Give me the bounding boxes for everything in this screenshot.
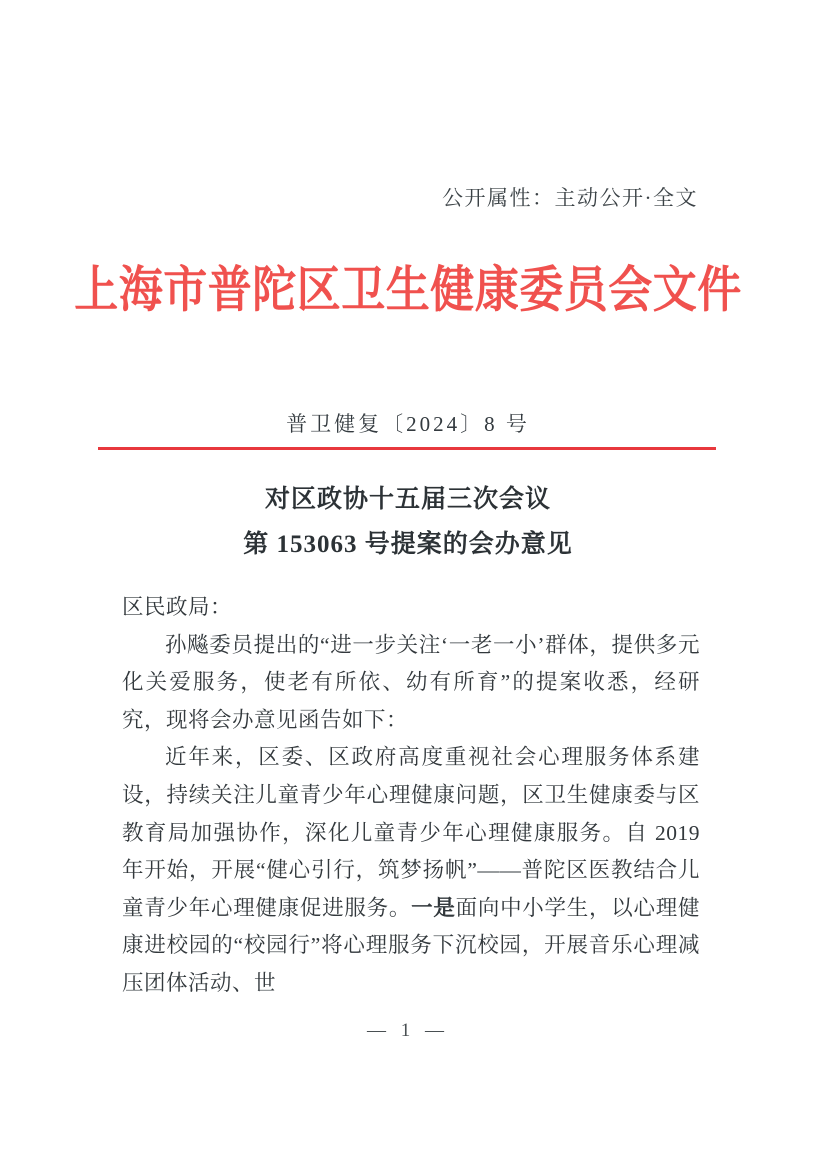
paragraph-2-text-a: 近年来，区委、区政府高度重视社会心理服务体系建设，持续关注儿童青少年心理健康问题，区卫生健康委与区教育局加强协作，深化儿童青少年心理健康服务。自 2019 年开始，开展“健心引行，筑梦扬帆”——普陀区医教结合儿童青少年心理健康促进服务。 (122, 745, 700, 920)
paragraph-2-text-b: 面向中小学生，以心理健康进校园的“校园行”将心理服务下沉校园，开展音乐心理减压团体活动、世 (122, 895, 700, 995)
red-divider-line (98, 447, 716, 450)
publicity-attribute-line: 公开属性：主动公开·全文 (442, 186, 698, 210)
paragraph-1-text: 孙飚委员提出的“进一步关注‘一老一小’群体，提供多元化关爱服务，使老有所依、幼有所育”的提案收悉，经研究，现将会办意见函告如下： (122, 632, 700, 732)
agency-red-header-title: 上海市普陀区卫生健康委员会文件 (74, 262, 742, 318)
document-title (0, 477, 816, 567)
document-title-line2: 第 153063 号提案的会办意见 (243, 531, 573, 558)
page-number: — 1 — (367, 1020, 449, 1041)
document-body (122, 589, 700, 1003)
paragraph-2-bold-marker: 一是 (411, 895, 456, 920)
document-reference-number: 普卫健复〔2024〕8 号 (286, 412, 530, 436)
paragraph-2 (122, 739, 700, 1002)
paragraph-1 (122, 627, 700, 740)
salutation-line: 区民政局： (122, 595, 233, 619)
document-title-line1: 对区政协十五届三次会议 (264, 486, 551, 513)
